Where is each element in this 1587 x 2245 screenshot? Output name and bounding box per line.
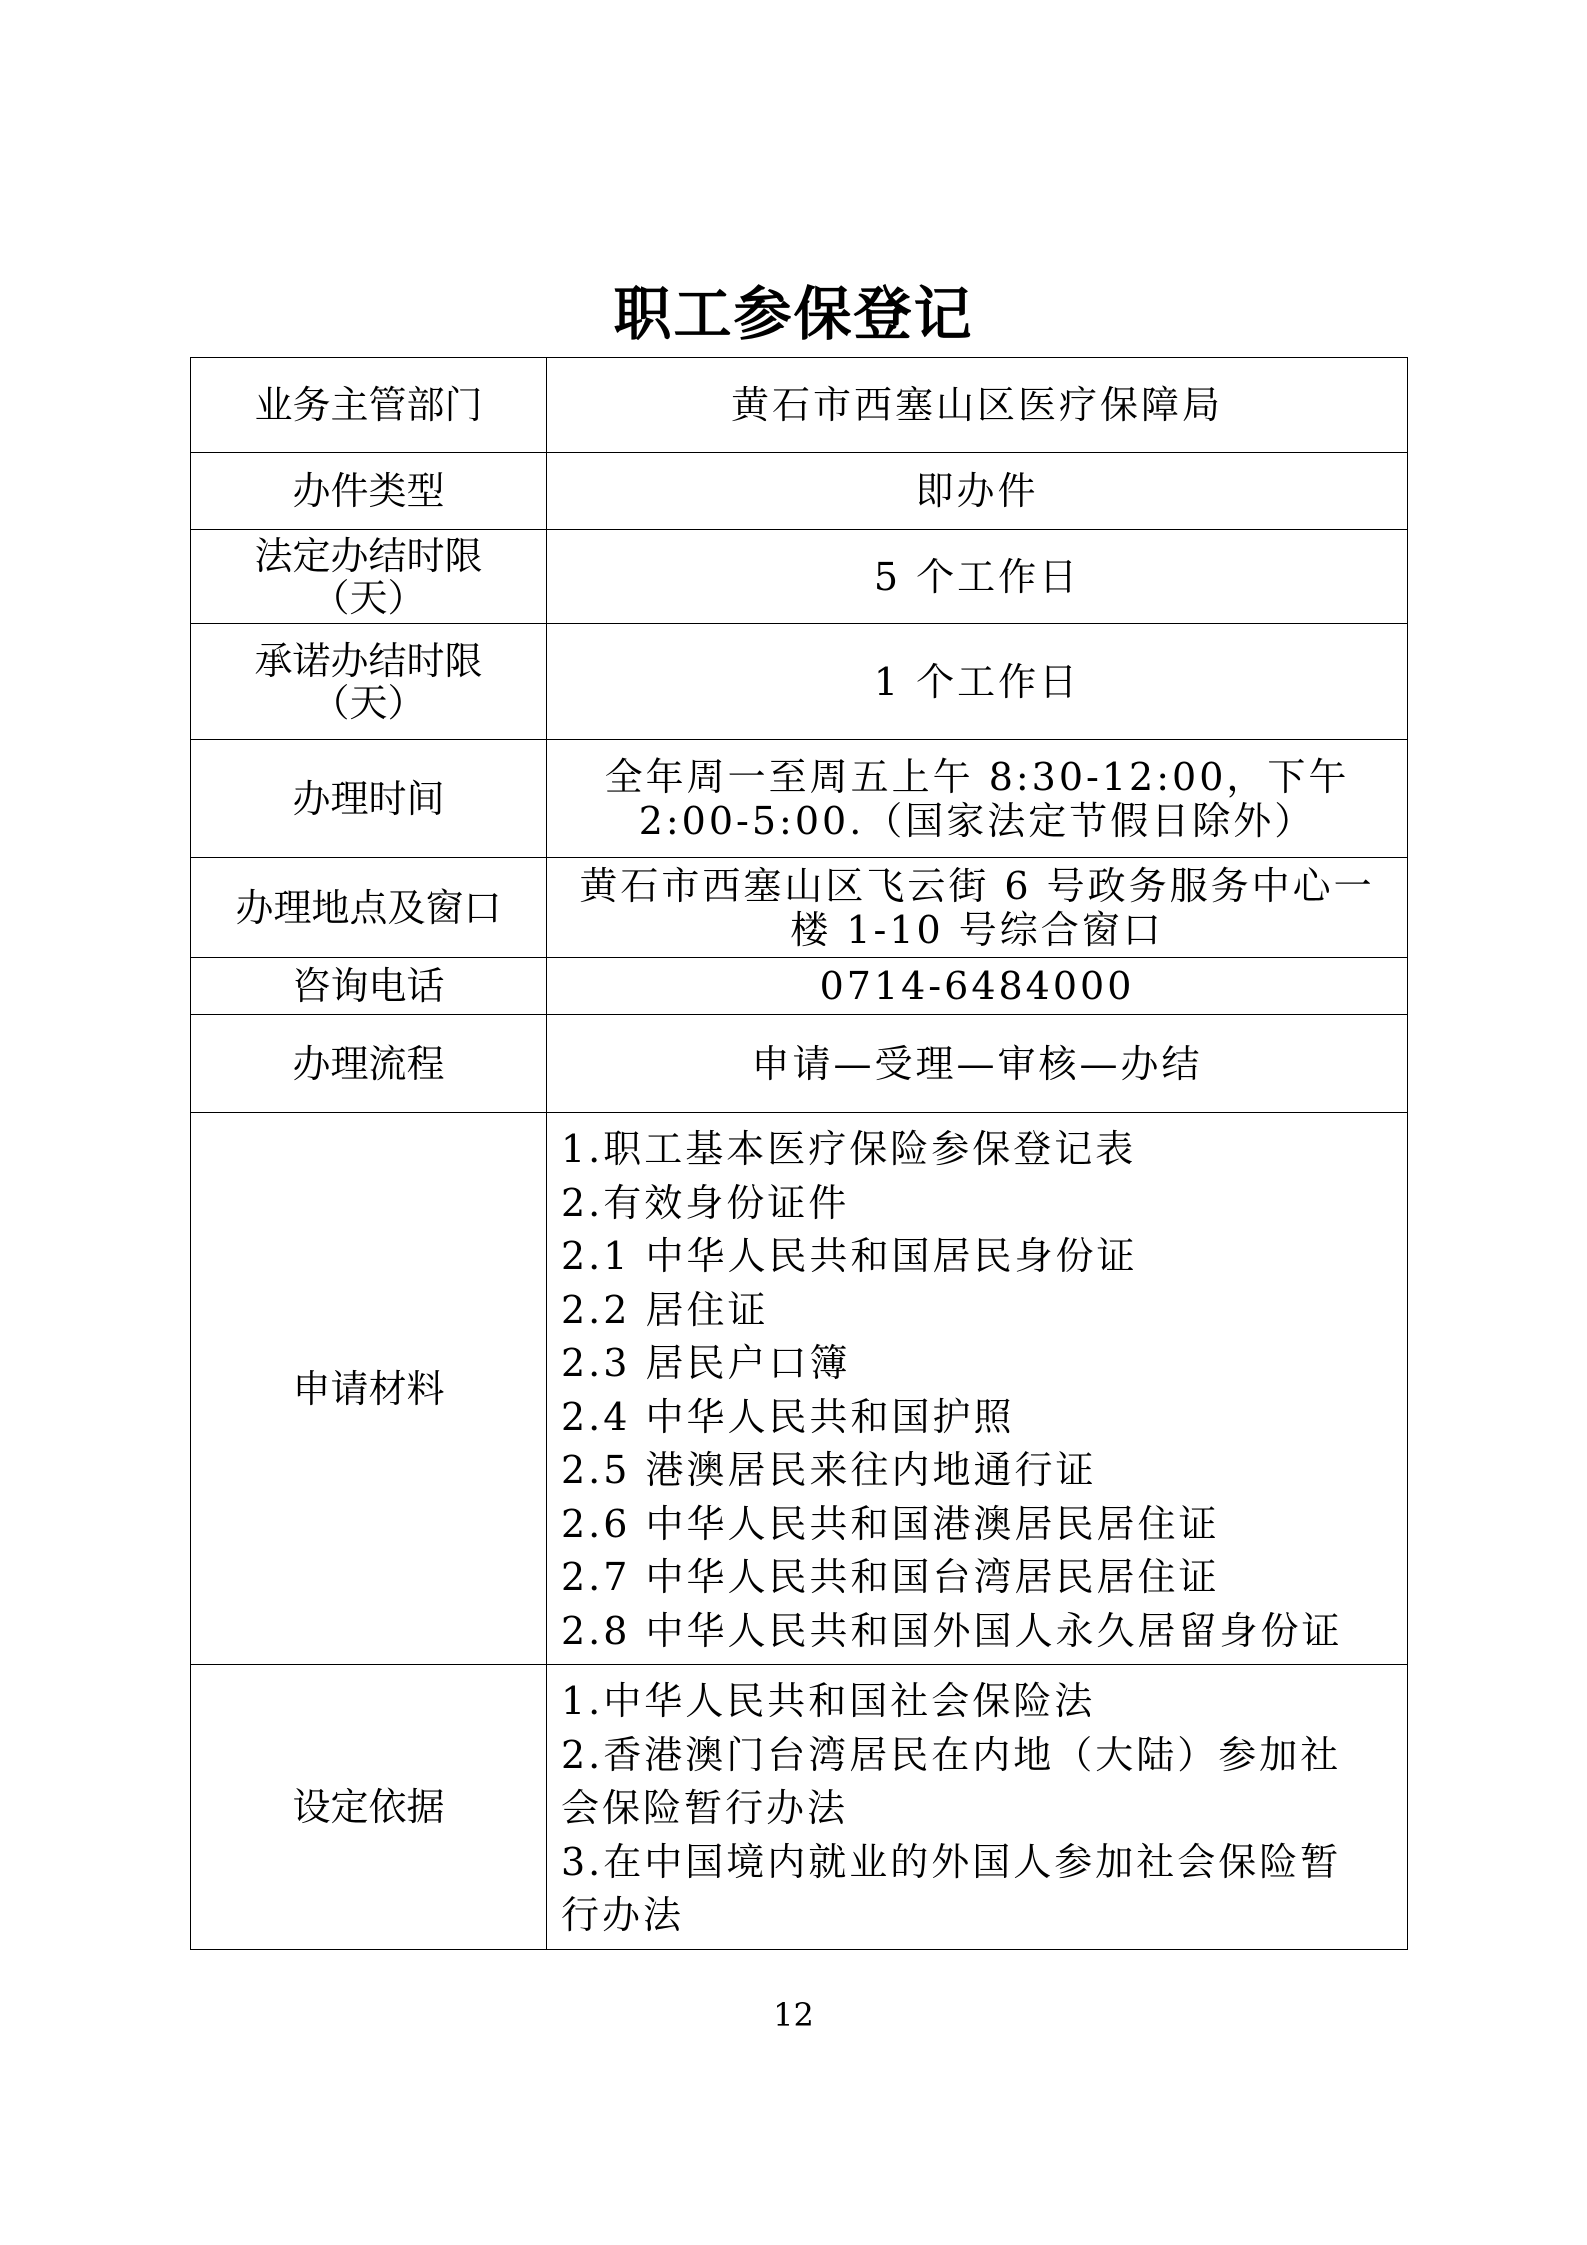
list-item: 2.香港澳门台湾居民在内地（大陆）参加社	[561, 1732, 1342, 1777]
row-label-legal-limit	[191, 530, 547, 624]
table-row	[191, 1015, 1408, 1113]
table-row	[191, 858, 1408, 958]
list-item: 2.有效身份证件	[561, 1180, 850, 1225]
promise-limit-label-line2: （天）	[311, 680, 426, 725]
row-value-materials	[547, 1113, 1408, 1665]
row-value-location	[547, 858, 1408, 958]
list-item: 2.8 中华人民共和国外国人永久居留身份证	[561, 1608, 1343, 1653]
row-value-promise-limit: 1 个工作日	[547, 624, 1408, 740]
row-value-hours	[547, 740, 1408, 858]
table-row	[191, 1665, 1408, 1950]
list-item: 行办法	[561, 1893, 685, 1937]
row-label-phone: 咨询电话	[191, 958, 547, 1015]
row-value-phone: 0714-6484000	[547, 958, 1408, 1015]
list-item: 1.中华人民共和国社会保险法	[561, 1679, 1096, 1723]
table-row	[191, 358, 1408, 453]
hours-line1: 全年周一至周五上午 8:30-12:00，下午	[604, 754, 1350, 799]
row-label-materials: 申请材料	[191, 1113, 547, 1665]
legal-limit-label-line2: （天）	[311, 575, 426, 620]
list-item: 2.2 居住证	[561, 1287, 769, 1332]
table-row	[191, 740, 1408, 858]
list-item: 2.7 中华人民共和国台湾居民居住证	[561, 1555, 1220, 1599]
legal-limit-label-line1: 法定办结时限	[254, 533, 483, 578]
row-value-dept: 黄石市西塞山区医疗保障局	[547, 358, 1408, 453]
row-label-dept: 业务主管部门	[191, 358, 547, 453]
row-label-process: 办理流程	[191, 1015, 547, 1113]
table-row	[191, 1113, 1408, 1665]
page-title: 职工参保登记	[613, 280, 974, 348]
service-info-table	[190, 357, 1408, 1950]
hours-line2: 2:00-5:00.（国家法定节假日除外）	[638, 798, 1316, 843]
promise-limit-label-line1: 承诺办结时限	[254, 638, 483, 683]
list-item: 2.1 中华人民共和国居民身份证	[561, 1234, 1138, 1278]
page-number: 12	[773, 1996, 814, 2034]
location-line1: 黄石市西塞山区飞云街 6 号政务服务中心一	[579, 863, 1375, 908]
location-line2: 楼 1-10 号综合窗口	[790, 907, 1164, 952]
table-row	[191, 530, 1408, 624]
row-label-location: 办理地点及窗口	[191, 858, 547, 958]
row-label-type: 办件类型	[191, 453, 547, 530]
list-item: 3.在中国境内就业的外国人参加社会保险暂	[561, 1839, 1342, 1884]
row-label-basis: 设定依据	[191, 1665, 547, 1950]
table-row	[191, 453, 1408, 530]
list-item: 2.4 中华人民共和国护照	[561, 1394, 1015, 1439]
row-value-process: 申请—受理—审核—办结	[547, 1015, 1408, 1113]
row-label-hours: 办理时间	[191, 740, 547, 858]
list-item: 2.3 居民户口簿	[561, 1341, 851, 1385]
list-item: 1.职工基本医疗保险参保登记表	[561, 1127, 1137, 1171]
row-value-basis	[547, 1665, 1408, 1950]
table-row	[191, 624, 1408, 740]
row-value-type: 即办件	[547, 453, 1408, 530]
list-item: 会保险暂行办法	[561, 1786, 849, 1830]
row-value-legal-limit: 5 个工作日	[547, 530, 1408, 624]
table-row	[191, 958, 1408, 1015]
row-label-promise-limit	[191, 624, 547, 740]
list-item: 2.5 港澳居民来往内地通行证	[561, 1448, 1097, 1492]
list-item: 2.6 中华人民共和国港澳居民居住证	[561, 1501, 1220, 1546]
